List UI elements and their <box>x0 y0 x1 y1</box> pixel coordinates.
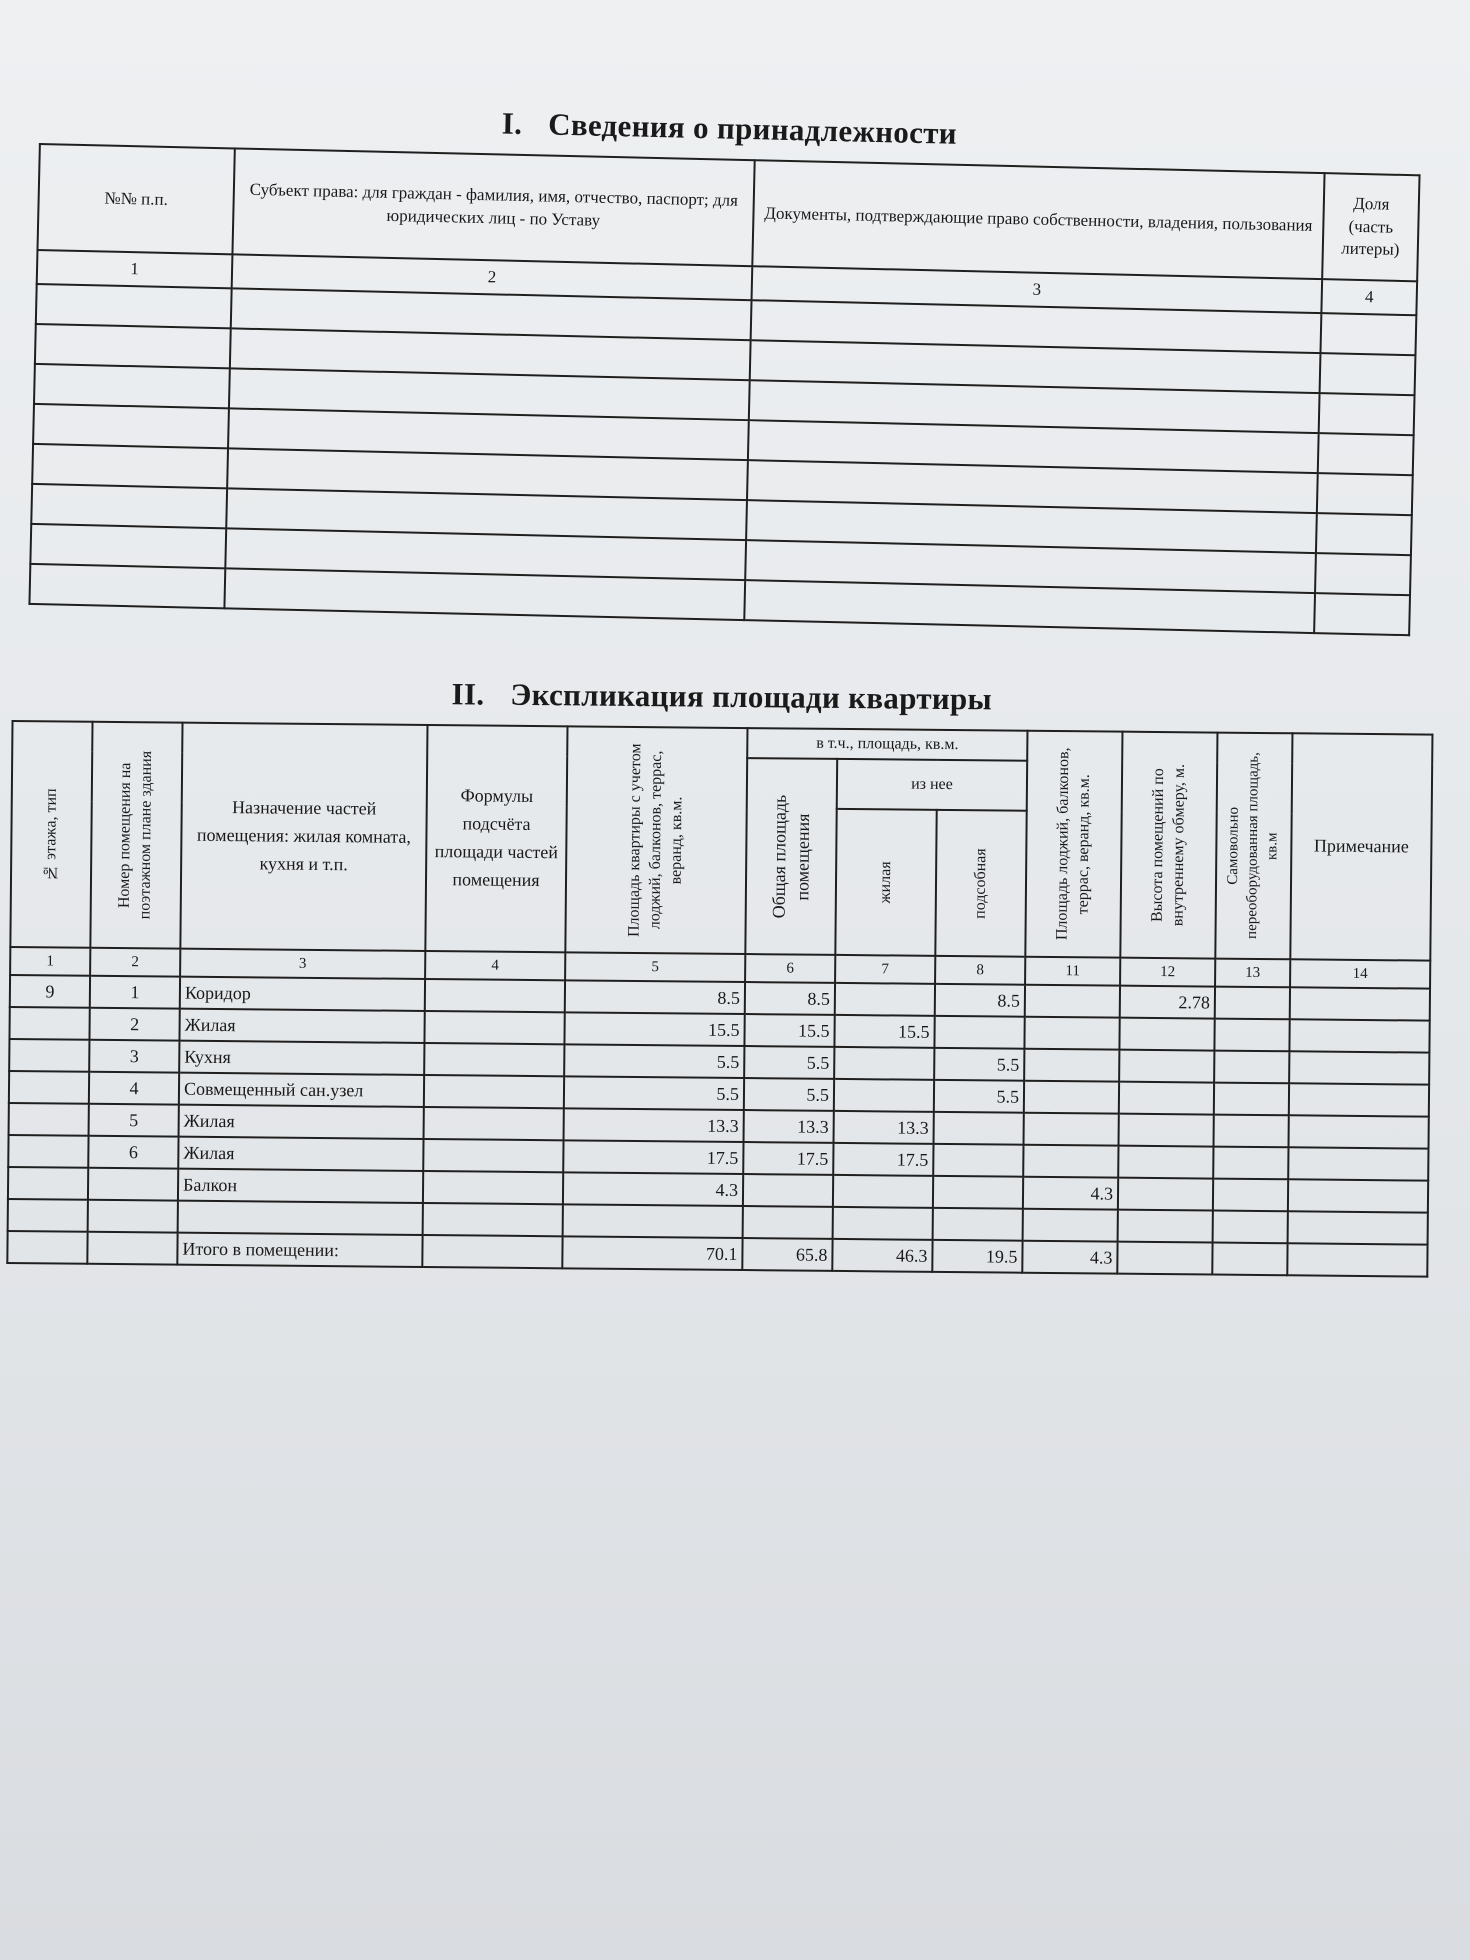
ownership-empty-cell <box>36 284 232 328</box>
cell-aux <box>933 1176 1023 1209</box>
cell-name <box>178 1201 423 1235</box>
cell-unauth <box>1213 1211 1288 1244</box>
cell-name: Жилая <box>179 1105 424 1139</box>
total-unauth-cell <box>1212 1243 1287 1276</box>
cell-note <box>1288 1211 1428 1244</box>
cell-name: Балкон <box>178 1169 423 1203</box>
cell-living <box>834 1079 934 1112</box>
cell-height: 2.78 <box>1120 986 1215 1019</box>
cell-no: 6 <box>88 1136 178 1169</box>
cell-floor <box>8 1167 88 1200</box>
ownership-empty-cell <box>1320 353 1416 395</box>
colnum: 3 <box>752 266 1323 313</box>
cell-height <box>1118 1146 1213 1179</box>
cell-height <box>1119 1082 1214 1115</box>
cell-loggia <box>1025 985 1120 1018</box>
cell-loggia <box>1024 1049 1119 1082</box>
cell-height <box>1119 1050 1214 1083</box>
total-aux: 19.5 <box>932 1240 1022 1273</box>
header-unauthorized-text: Самовольно переоборудованная площадь, кв.м <box>1225 752 1281 940</box>
cell-aux: 8.5 <box>935 984 1025 1017</box>
cell-aux <box>934 1016 1024 1049</box>
cell-name: Совмещенный сан.узел <box>179 1073 424 1107</box>
header-room-no <box>90 722 182 949</box>
cell-floor <box>9 1103 89 1136</box>
section-ownership <box>28 95 1419 636</box>
header-of-which: из нее <box>837 759 1028 811</box>
cell-area: 13.3 <box>564 1108 744 1142</box>
cell-unauth <box>1214 1115 1289 1148</box>
cell-floor <box>8 1199 88 1232</box>
cell-floor <box>9 1039 89 1072</box>
ownership-empty-cell <box>1315 553 1411 595</box>
cell-formula <box>425 979 565 1012</box>
cell-unauth <box>1213 1147 1288 1180</box>
cell-floor <box>9 1007 89 1040</box>
explication-table <box>6 720 1433 1278</box>
ownership-empty-cell <box>1318 433 1414 475</box>
cell-area: 5.5 <box>564 1044 744 1078</box>
cell-total: 15.5 <box>744 1014 834 1047</box>
colnum: 3 <box>180 949 425 979</box>
colnum: 4 <box>1321 279 1417 315</box>
total-formula-cell <box>422 1235 562 1268</box>
cell-no: 1 <box>90 976 180 1009</box>
section-title-text: Экспликация площади квартиры <box>510 676 993 717</box>
colnum: 4 <box>425 951 565 980</box>
header-living-text: жилая <box>876 861 894 904</box>
cell-no: 2 <box>89 1008 179 1041</box>
colnum: 11 <box>1025 957 1120 986</box>
colnum: 2 <box>90 948 180 977</box>
cell-loggia <box>1024 1017 1119 1050</box>
cell-formula <box>424 1043 564 1076</box>
cell-loggia <box>1024 1081 1119 1114</box>
colnum: 13 <box>1215 959 1290 988</box>
cell-area: 8.5 <box>565 980 745 1014</box>
header-height-text: Высота помещений по внутреннему обмеру, м. <box>1148 763 1188 927</box>
header-number: №№ п.п. <box>37 144 234 254</box>
ownership-empty-cell <box>34 364 230 408</box>
cell-living <box>834 1047 934 1080</box>
header-floor-text: № этажа, тип <box>41 788 60 881</box>
total-no-cell <box>87 1232 177 1265</box>
cell-height <box>1119 1114 1214 1147</box>
total-loggia: 4.3 <box>1022 1241 1117 1274</box>
cell-formula <box>424 1075 564 1108</box>
header-share: Доля (часть литеры) <box>1322 173 1419 281</box>
header-room-total <box>745 758 837 955</box>
total-area: 70.1 <box>562 1236 742 1270</box>
cell-no <box>88 1168 178 1201</box>
cell-area: 17.5 <box>563 1140 743 1174</box>
ownership-empty-cell <box>1317 473 1413 515</box>
cell-area <box>563 1204 743 1238</box>
colnum: 7 <box>835 955 935 984</box>
cell-name: Кухня <box>179 1041 424 1075</box>
section-number: I. <box>501 105 523 141</box>
header-incl-group: в т.ч., площадь, кв.м. <box>747 728 1027 761</box>
header-note: Примечание <box>1290 733 1432 960</box>
section-explication-title <box>12 672 1432 722</box>
cell-total: 5.5 <box>744 1078 834 1111</box>
colnum: 1 <box>37 250 233 288</box>
header-formulas: Формулы подсчёта площади частей помещения <box>425 725 567 952</box>
ownership-empty-cell <box>1320 313 1416 355</box>
header-area-total-text: Площадь квартиры с учетом лоджий, балконов, террас, веранд, кв.м. <box>625 743 686 937</box>
cell-height <box>1119 1018 1214 1051</box>
colnum: 5 <box>565 952 745 982</box>
colnum: 12 <box>1120 958 1215 987</box>
cell-living <box>835 983 935 1016</box>
cell-name: Жилая <box>179 1009 424 1043</box>
cell-floor: 9 <box>10 975 90 1008</box>
cell-unauth <box>1215 987 1290 1020</box>
cell-height <box>1118 1210 1213 1243</box>
cell-unauth <box>1213 1179 1288 1212</box>
ownership-empty-cell <box>1314 593 1410 635</box>
cell-note <box>1290 987 1430 1020</box>
cell-total: 5.5 <box>744 1046 834 1079</box>
total-height-cell <box>1117 1242 1212 1275</box>
cell-loggia <box>1024 1113 1119 1146</box>
cell-formula <box>424 1107 564 1140</box>
cell-total: 13.3 <box>744 1110 834 1143</box>
cell-height <box>1118 1178 1213 1211</box>
cell-note <box>1289 1115 1429 1148</box>
header-loggia-text: Площадь лоджий, балконов, террас, веранд, кв.м. <box>1053 747 1093 941</box>
cell-living: 13.3 <box>834 1111 934 1144</box>
ownership-empty-cell <box>31 484 227 528</box>
cell-name: Коридор <box>180 977 425 1011</box>
cell-formula <box>423 1139 563 1172</box>
header-room-no-text: Номер помещения на поэтажном плане здания <box>115 751 156 920</box>
cell-unauth <box>1214 1083 1289 1116</box>
section-number: II. <box>451 676 485 712</box>
cell-living: 15.5 <box>834 1015 934 1048</box>
cell-no: 4 <box>89 1072 179 1105</box>
colnum: 14 <box>1290 959 1430 988</box>
header-area-total <box>565 726 747 954</box>
cell-floor <box>8 1135 88 1168</box>
cell-name: Жилая <box>178 1137 423 1171</box>
explication-header-row <box>12 721 1432 765</box>
colnum: 8 <box>935 956 1025 985</box>
header-subject: Субъект права: для граждан - фамилия, имя, отчество, паспорт; для юридических лиц - по Уставу <box>232 148 754 266</box>
cell-floor <box>9 1071 89 1104</box>
header-documents: Документы, подтверждающие право собственности, владения, пользования <box>752 160 1324 279</box>
cell-no <box>88 1200 178 1233</box>
cell-loggia <box>1023 1209 1118 1242</box>
ownership-empty-cell <box>33 404 229 448</box>
cell-loggia: 4.3 <box>1023 1177 1118 1210</box>
cell-note <box>1288 1147 1428 1180</box>
cell-aux <box>933 1208 1023 1241</box>
header-room-total-text: Общая площадь помещения <box>768 794 813 919</box>
header-auxiliary <box>935 810 1026 957</box>
cell-unauth <box>1214 1051 1289 1084</box>
ownership-empty-cell <box>1319 393 1415 435</box>
section-explication <box>6 672 1432 1278</box>
cell-area: 15.5 <box>564 1012 744 1046</box>
ownership-empty-cell <box>32 444 228 488</box>
ownership-empty-cell <box>29 564 225 608</box>
cell-living <box>833 1207 933 1240</box>
cell-living: 17.5 <box>833 1143 933 1176</box>
header-unauthorized <box>1215 733 1292 960</box>
ownership-empty-cell <box>30 524 226 568</box>
ownership-empty-cell <box>35 324 231 368</box>
total-living: 46.3 <box>832 1239 932 1272</box>
cell-formula <box>423 1203 563 1236</box>
cell-total <box>743 1174 833 1207</box>
section-title-text: Сведения о принадлежности <box>547 106 958 151</box>
colnum: 1 <box>10 947 90 976</box>
cell-note <box>1288 1179 1428 1212</box>
explication-rows <box>8 975 1430 1245</box>
cell-loggia <box>1023 1145 1118 1178</box>
cell-formula <box>423 1171 563 1204</box>
colnum: 6 <box>745 954 835 983</box>
cell-note <box>1289 1019 1429 1052</box>
total-label: Итого в помещении: <box>177 1233 422 1267</box>
header-auxiliary-text: подсобная <box>971 847 989 919</box>
cell-area: 5.5 <box>564 1076 744 1110</box>
cell-total <box>743 1206 833 1239</box>
cell-note <box>1289 1051 1429 1084</box>
cell-formula <box>424 1011 564 1044</box>
header-floor <box>10 721 92 948</box>
header-purpose: Назначение частей помещения: жилая комната, кухня и т.п. <box>180 723 427 951</box>
cell-total: 17.5 <box>743 1142 833 1175</box>
colnum: 2 <box>232 254 753 300</box>
total-note-cell <box>1287 1243 1427 1276</box>
cell-no: 5 <box>89 1104 179 1137</box>
cell-aux: 5.5 <box>934 1048 1024 1081</box>
header-loggia <box>1025 731 1122 958</box>
ownership-table <box>28 143 1420 636</box>
cell-aux: 5.5 <box>934 1080 1024 1113</box>
header-living <box>835 809 936 956</box>
cell-area: 4.3 <box>563 1172 743 1206</box>
total-room-total: 65.8 <box>742 1238 832 1271</box>
cell-no: 3 <box>89 1040 179 1073</box>
ownership-empty-cell <box>1316 513 1412 555</box>
cell-total: 8.5 <box>745 982 835 1015</box>
total-floor-cell <box>7 1231 87 1264</box>
cell-note <box>1289 1083 1429 1116</box>
cell-aux <box>934 1112 1024 1145</box>
header-height <box>1120 732 1217 959</box>
cell-aux <box>933 1144 1023 1177</box>
cell-living <box>833 1175 933 1208</box>
ownership-empty-rows <box>29 284 1416 635</box>
cell-unauth <box>1214 1019 1289 1052</box>
